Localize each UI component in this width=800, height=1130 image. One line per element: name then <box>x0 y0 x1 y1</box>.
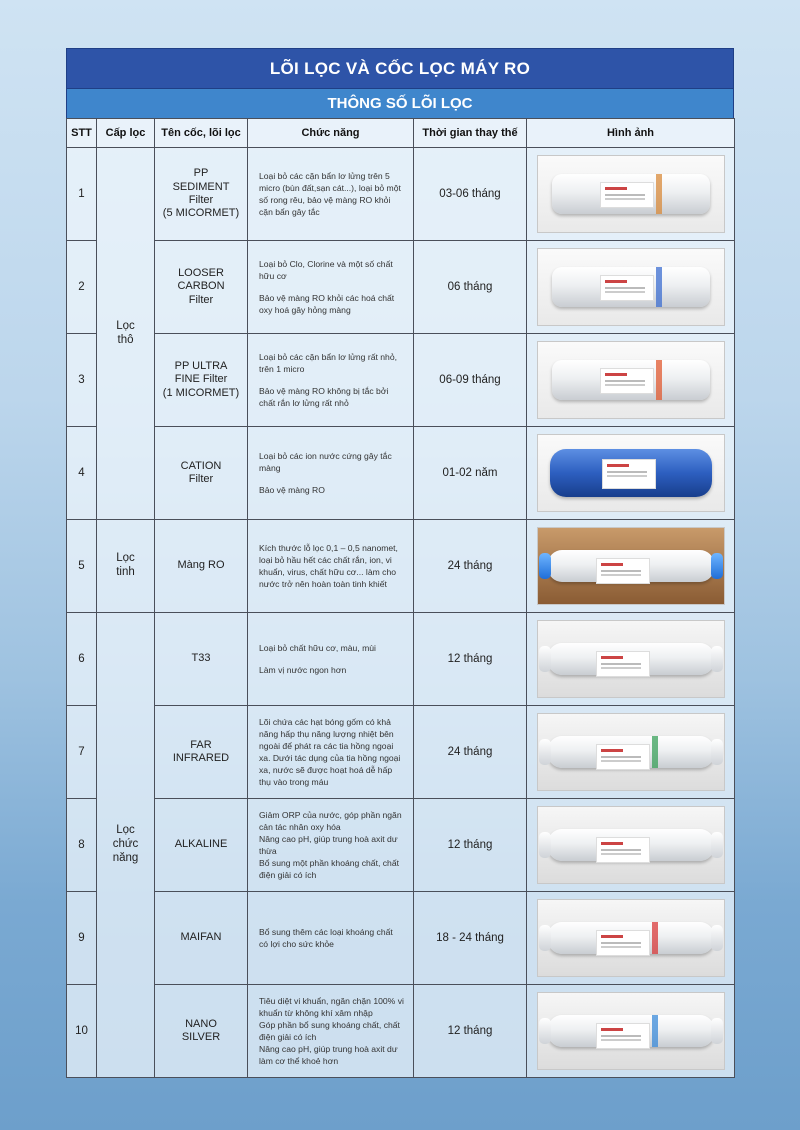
filter-cartridge-shape <box>548 829 714 861</box>
filter-cartridge-shape <box>552 174 710 214</box>
function-text: Nâng cao pH, giúp trung hoà axit dư thừa <box>259 833 398 856</box>
filter-cartridge-shape <box>550 449 712 497</box>
filter-image-cell <box>527 706 735 799</box>
cartridge-end-cap <box>539 1018 551 1044</box>
row-stt: 8 <box>67 799 97 892</box>
col-header-image: Hình ảnh <box>527 119 735 148</box>
filter-function <box>248 613 414 706</box>
table-row <box>67 892 735 985</box>
filter-spec-table <box>66 118 735 1078</box>
filter-name <box>155 706 248 799</box>
filter-image-cell <box>527 148 735 241</box>
table-row <box>67 985 735 1078</box>
cartridge-color-band <box>652 922 658 954</box>
cartridge-end-cap <box>711 646 723 672</box>
cartridge-end-cap <box>711 832 723 858</box>
filter-cartridge-photo <box>537 713 725 791</box>
replacement-time: 03-06 tháng <box>414 148 527 241</box>
table-row <box>67 427 735 520</box>
function-text: Tiêu diệt vi khuẩn, ngăn chặn 100% vi khuẩn từ không khí xâm nhập <box>259 995 404 1018</box>
filter-name <box>155 427 248 520</box>
filter-level-word: Lọc <box>116 319 135 332</box>
row-stt: 2 <box>67 241 97 334</box>
filter-cartridge-photo <box>537 341 725 419</box>
filter-cartridge-shape <box>548 1015 714 1047</box>
filter-level-word: thô <box>117 333 134 346</box>
filter-name-line: Filter <box>188 293 214 306</box>
replacement-time: 24 tháng <box>414 706 527 799</box>
filter-name-line: FINE Filter <box>174 373 228 386</box>
col-header-function: Chức năng <box>248 119 414 148</box>
filter-name <box>155 241 248 334</box>
function-text: Bảo vệ màng RO không bị tắc bởi chất rắn lơ lửng rất nhỏ <box>259 385 389 408</box>
cartridge-end-cap <box>711 553 723 579</box>
filter-function <box>248 520 414 613</box>
cartridge-end-cap <box>539 646 551 672</box>
cartridge-label <box>602 459 656 489</box>
filter-name-line: Filter <box>188 194 214 206</box>
row-stt: 4 <box>67 427 97 520</box>
filter-function <box>248 799 414 892</box>
function-text: Bảo vệ màng RO <box>259 484 325 495</box>
function-text: Bổ sung một phần khoáng chất, chất điện giải có ích <box>259 858 399 881</box>
function-text: Loại bỏ Clo, Clorine và một số chất hữu cơ <box>259 259 393 282</box>
filter-level-word: chức <box>112 838 139 851</box>
filter-cartridge-shape <box>548 922 714 954</box>
cartridge-end-cap <box>711 1018 723 1044</box>
cartridge-color-band <box>656 267 662 307</box>
row-stt: 9 <box>67 892 97 985</box>
function-text: Loại bỏ các ion nước cứng gây tắc màng <box>259 451 392 474</box>
filter-level-chuc-nang <box>97 613 155 1078</box>
function-text: Lõi chứa các hạt bóng gốm có khả năng hấp thụ năng lượng nhiệt bên ngoài để phát ra các tia hồng ngoại xa. Dưới tác dụng của tia hồng ngoại xa, nước sẽ được hoạt hoá dễ hấp thụ vào trong máu <box>259 716 401 788</box>
cartridge-label <box>596 930 650 956</box>
cartridge-label <box>600 275 654 301</box>
function-text: Loại bỏ các cặn bẩn lơ lửng trên 5 micro (bùn đất,sạn cát...), loại bỏ một số rong rêu, bảo vệ màng RO khỏi cặn bẩn gây tắc <box>259 170 401 218</box>
filter-function <box>248 892 414 985</box>
col-header-replace-time: Thời gian thay thế <box>414 119 527 148</box>
filter-function <box>248 334 414 427</box>
filter-name-line: ALKALINE <box>174 838 228 851</box>
filter-name <box>155 985 248 1078</box>
table-row <box>67 241 735 334</box>
filter-cartridge-shape <box>552 360 710 400</box>
filter-image-cell <box>527 520 735 613</box>
col-header-stt: STT <box>67 119 97 148</box>
filter-name-line: NANO <box>185 1017 217 1030</box>
filter-function <box>248 427 414 520</box>
table-row <box>67 520 735 613</box>
filter-name-line: PP <box>193 167 209 180</box>
filter-cartridge-photo <box>537 992 725 1070</box>
filter-cartridge-photo <box>537 806 725 884</box>
filter-name-line: SILVER <box>181 1031 221 1043</box>
filter-cartridge-photo <box>537 155 725 233</box>
filter-name <box>155 334 248 427</box>
col-header-name: Tên cốc, lõi lọc <box>155 119 248 148</box>
filter-image-cell <box>527 241 735 334</box>
replacement-time: 01-02 năm <box>414 427 527 520</box>
function-text: Góp phần bổ sung khoáng chất, chất điện giải có ích <box>259 1019 400 1042</box>
filter-image-cell <box>527 799 735 892</box>
row-stt: 10 <box>67 985 97 1078</box>
replacement-time: 12 tháng <box>414 613 527 706</box>
cartridge-end-cap <box>711 739 723 765</box>
table-row <box>67 706 735 799</box>
filter-function <box>248 985 414 1078</box>
cartridge-end-cap <box>539 739 551 765</box>
filter-name <box>155 520 248 613</box>
section-title: THÔNG SỐ LÕI LỌC <box>66 89 734 118</box>
filter-name-line: T33 <box>191 652 211 665</box>
filter-name-line: Filter <box>188 473 214 485</box>
cartridge-label <box>600 368 654 394</box>
filter-name-line: LOOSER <box>178 266 224 279</box>
function-text: Kích thước lỗ lọc 0,1 – 0,5 nanomet, loại bỏ hầu hết các chất rắn, ion, vi khuẩn, virus, chất hữu cơ... làm cho nước trở nên hoàn toàn tinh khiết <box>259 542 398 590</box>
filter-name <box>155 799 248 892</box>
function-text: Loại bỏ chất hữu cơ, màu, mùi <box>259 643 376 654</box>
cartridge-color-band <box>656 360 662 400</box>
filter-name-line: FAR <box>190 738 212 751</box>
filter-name <box>155 148 248 241</box>
cartridge-label <box>600 182 654 208</box>
col-header-level: Cấp lọc <box>97 119 155 148</box>
replacement-time: 06-09 tháng <box>414 334 527 427</box>
cartridge-label <box>596 744 650 770</box>
cartridge-color-band <box>652 1015 658 1047</box>
row-stt: 7 <box>67 706 97 799</box>
filter-name-line: MAIFAN <box>180 931 222 944</box>
table-row <box>67 799 735 892</box>
filter-level-tinh <box>97 520 155 613</box>
table-header-row <box>67 119 735 148</box>
filter-cartridge-photo <box>537 620 725 698</box>
filter-cartridge-photo <box>537 527 725 605</box>
filter-cartridge-shape <box>548 736 714 768</box>
filter-name-line: PP ULTRA <box>174 359 228 372</box>
cartridge-end-cap <box>711 925 723 951</box>
cartridge-label <box>596 1023 650 1049</box>
cartridge-end-cap <box>539 553 551 579</box>
row-stt: 3 <box>67 334 97 427</box>
filter-function <box>248 148 414 241</box>
cartridge-end-cap <box>539 832 551 858</box>
replacement-time: 06 tháng <box>414 241 527 334</box>
filter-cartridge-photo <box>537 248 725 326</box>
filter-name <box>155 613 248 706</box>
row-stt: 5 <box>67 520 97 613</box>
filter-image-cell <box>527 985 735 1078</box>
filter-cartridge-photo <box>537 899 725 977</box>
filter-name <box>155 892 248 985</box>
cartridge-label <box>596 837 650 863</box>
filter-name-line: Màng RO <box>177 559 225 572</box>
table-row <box>67 148 735 241</box>
function-text: Bổ sung thêm các loại khoáng chất có lợi cho sức khỏe <box>259 926 393 949</box>
function-text: Nâng cao pH, giúp trung hoà axit dư làm cơ thể khoẻ hơn <box>259 1044 398 1067</box>
replacement-time: 12 tháng <box>414 799 527 892</box>
filter-image-cell <box>527 892 735 985</box>
replacement-time: 12 tháng <box>414 985 527 1078</box>
filter-image-cell <box>527 613 735 706</box>
filter-level-tho <box>97 148 155 520</box>
filter-level-word: tinh <box>116 566 135 578</box>
replacement-time: 18 - 24 tháng <box>414 892 527 985</box>
cartridge-label <box>596 651 650 677</box>
filter-name-line: (5 MICORMET) <box>162 207 240 220</box>
filter-level-word: Lọc <box>116 824 135 837</box>
function-text: Bảo vệ màng RO khỏi các hoá chất oxy hoá gây hỏng màng <box>259 292 395 315</box>
filter-level-word: năng <box>112 851 139 864</box>
filter-image-cell <box>527 334 735 427</box>
cartridge-color-band <box>652 736 658 768</box>
filter-cartridge-shape <box>548 643 714 675</box>
filter-name-line: INFRARED <box>172 752 230 764</box>
filter-name-line: (1 MICORMET) <box>162 386 240 399</box>
row-stt: 1 <box>67 148 97 241</box>
filter-name-line: CATION <box>180 459 222 472</box>
table-row <box>67 613 735 706</box>
filter-image-cell <box>527 427 735 520</box>
filter-function <box>248 706 414 799</box>
cartridge-end-cap <box>539 925 551 951</box>
function-text: Loại bỏ các cặn bẩn lơ lửng rất nhỏ, trên 1 micro <box>259 352 397 375</box>
filter-name-line: SEDIMENT <box>172 180 230 193</box>
table-row <box>67 334 735 427</box>
function-text: Giảm ORP của nước, góp phần ngăn cản tác nhân oxy hóa <box>259 809 402 832</box>
filter-cartridge-shape <box>548 550 714 582</box>
row-stt: 6 <box>67 613 97 706</box>
replacement-time: 24 tháng <box>414 520 527 613</box>
filter-name-line: CARBON <box>177 280 225 293</box>
filter-function <box>248 241 414 334</box>
filter-level-word: Lọc <box>116 552 135 565</box>
function-text: Làm vị nước ngon hơn <box>259 664 347 675</box>
cartridge-label <box>596 558 650 584</box>
page-title: LÕI LỌC VÀ CỐC LỌC MÁY RO <box>66 48 734 89</box>
cartridge-color-band <box>656 174 662 214</box>
filter-cartridge-photo <box>537 434 725 512</box>
filter-spec-sheet <box>66 48 734 1078</box>
filter-cartridge-shape <box>552 267 710 307</box>
